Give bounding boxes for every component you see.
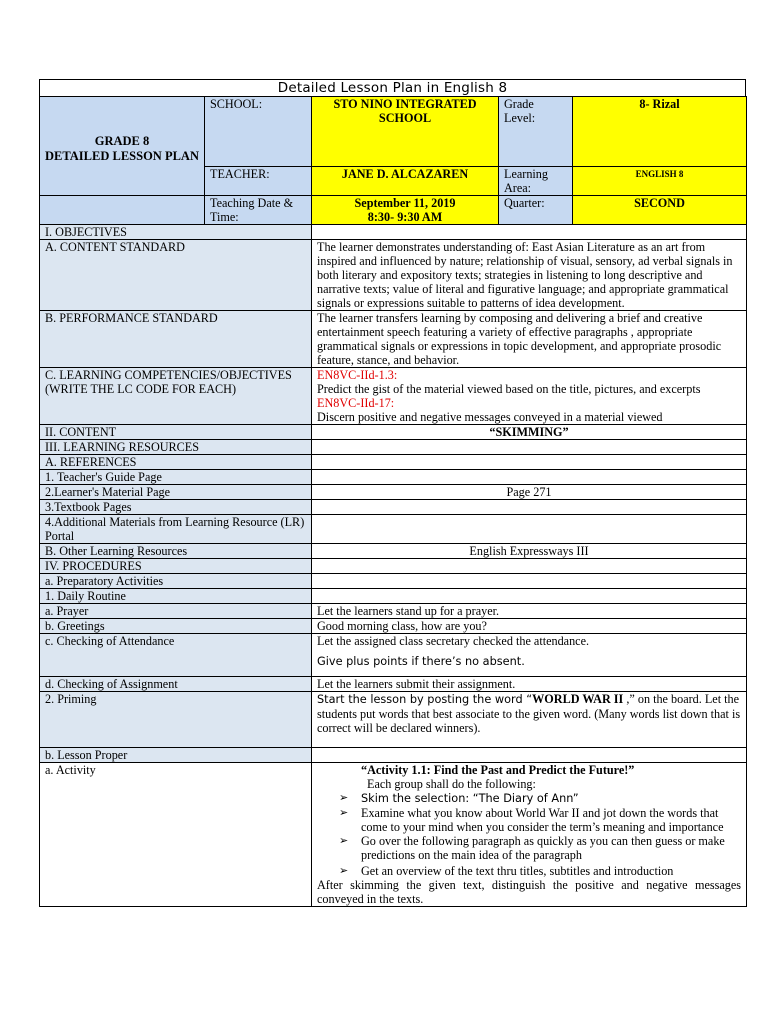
activity-intro: Each group shall do the following: [367,777,536,791]
other-resources-label: B. Other Learning Resources [40,544,312,559]
arrowhead-bullet-icon: ➢ [339,864,349,877]
attendance-note: Give plus points if there’s no absent. [317,655,525,668]
priming-pre: Start the lesson by posting the word “ [317,693,533,706]
lr-portal-empty [312,515,747,544]
performance-standard-text: The learner transfers learning by composing and delivering a brief and creative entertainment speech featuring a variety of effective paragraphs , appropriate grammatical signals or expressions in topic development, and appropriate prosodic feature, stance, and behavior. [312,311,747,368]
objectives-empty [312,225,747,240]
lc-code-2: EN8VC-IId-17: [317,396,395,410]
teacher-label: TEACHER: [205,167,312,196]
school-value: STO NINO INTEGRATED SCHOOL [312,97,499,167]
teachers-guide-label: 1. Teacher's Guide Page [40,470,312,485]
lesson-plan-document [39,79,746,907]
teacher-value: JANE D. ALCAZAREN [312,167,499,196]
competency-2: Discern positive and negative messages conveyed in a material viewed [317,410,663,424]
date-value: September 11, 2019 [354,196,456,210]
attendance-label: c. Checking of Attendance [40,634,312,677]
date-label: Teaching Date & Time: [205,196,312,225]
lr-portal-label: 4.Additional Materials from Learning Resource (LR) Portal [40,515,312,544]
performance-standard-label: B. PERFORMANCE STANDARD [40,311,312,368]
competencies-cell [312,368,747,425]
attendance-text: Let the assigned class secretary checked the attendance. [317,634,590,648]
grade-title-continued [40,196,205,225]
content-standard-text: The learner demonstrates understanding of: East Asian Literature as an art from inspired and influenced by nature; relationship of visual, sensory, ad verbal signals in both literary and expository texts; strategies in listening to long descriptive and narrative texts; value of literal and figurative language; and appropriate grammatical signals or expressions suitable to patterns of idea development. [312,240,747,311]
priming-label: 2. Priming [40,692,312,748]
grade-level-label: Grade Level: [499,97,573,167]
date-time-value [312,196,499,225]
preparatory-label: a. Preparatory Activities [40,574,312,589]
arrowhead-bullet-icon: ➢ [339,834,349,847]
prayer-text: Let the learners stand up for a prayer. [312,604,747,619]
assignment-label: d. Checking of Assignment [40,677,312,692]
resources-empty [312,440,747,455]
procedures-label: IV. PROCEDURES [40,559,312,574]
learners-material-label: 2.Learner's Material Page [40,485,312,500]
learning-area-value: ENGLISH 8 [573,167,747,196]
teachers-guide-empty [312,470,747,485]
greetings-text: Good morning class, how are you? [312,619,747,634]
quarter-value: SECOND [573,196,747,225]
list-item: ➢ Skim the selection: “The Diary of Ann” [339,791,579,805]
activity-label: a. Activity [40,763,312,907]
textbook-label: 3.Textbook Pages [40,500,312,515]
grade-level-value: 8- Rizal [573,97,747,167]
lesson-plan-table [39,96,747,907]
attendance-cell [312,634,747,677]
procedures-empty [312,559,747,574]
quarter-label: Quarter: [499,196,573,225]
greetings-label: b. Greetings [40,619,312,634]
lesson-proper-label: b. Lesson Proper [40,748,312,763]
grade-title: GRADE 8 DETAILED LESSON PLAN [40,97,205,196]
assignment-text: Let the learners submit their assignment. [312,677,747,692]
priming-text [312,692,747,748]
arrowhead-bullet-icon: ➢ [339,806,349,819]
activity-list [317,791,741,878]
daily-routine-label: 1. Daily Routine [40,589,312,604]
list-item: ➢ Get an overview of the text thru titles, subtitles and introduction [339,864,674,878]
time-value: 8:30- 9:30 AM [367,210,443,224]
priming-post: ,” on the board. Let the students put words that best associate to the given word. (Many words list down that is correct will be declared winners). [317,692,741,735]
objectives-heading: I. OBJECTIVES [40,225,312,240]
activity-footer: After skimming the given text, distinguish the positive and negative messages conveyed in the texts. [317,878,741,906]
content-standard-label: A. CONTENT STANDARD [40,240,312,311]
competency-1: Predict the gist of the material viewed based on the title, pictures, and excerpts [317,382,701,396]
other-resources-value: English Expressways III [312,544,747,559]
lesson-proper-empty [312,748,747,763]
activity-title: “Activity 1.1: Find the Past and Predict the Future!” [361,763,635,777]
priming-word: WORLD WAR II [532,692,624,706]
list-item: ➢ Examine what you know about World War II and jot down the words that come to your mind when you consider the term’s meaning and importance [339,806,724,834]
list-item: ➢ Go over the following paragraph as quickly as you can then guess or make predictions on the main idea of the paragraph [339,834,725,862]
competencies-label: C. LEARNING COMPETENCIES/OBJECTIVES (WRITE THE LC CODE FOR EACH) [40,368,312,425]
document-title: Detailed Lesson Plan in English 8 [39,79,746,96]
daily-routine-empty [312,589,747,604]
prayer-label: a. Prayer [40,604,312,619]
references-empty [312,455,747,470]
lc-code-1: EN8VC-IId-1.3: [317,368,398,382]
resources-label: III. LEARNING RESOURCES [40,440,312,455]
preparatory-empty [312,574,747,589]
textbook-empty [312,500,747,515]
references-label: A. REFERENCES [40,455,312,470]
learners-material-value: Page 271 [312,485,747,500]
learning-area-label: Learning Area: [499,167,573,196]
content-value: “SKIMMING” [312,425,747,440]
arrowhead-bullet-icon: ➢ [339,791,349,804]
activity-cell [312,763,747,907]
school-label: SCHOOL: [205,97,312,167]
content-label: II. CONTENT [40,425,312,440]
